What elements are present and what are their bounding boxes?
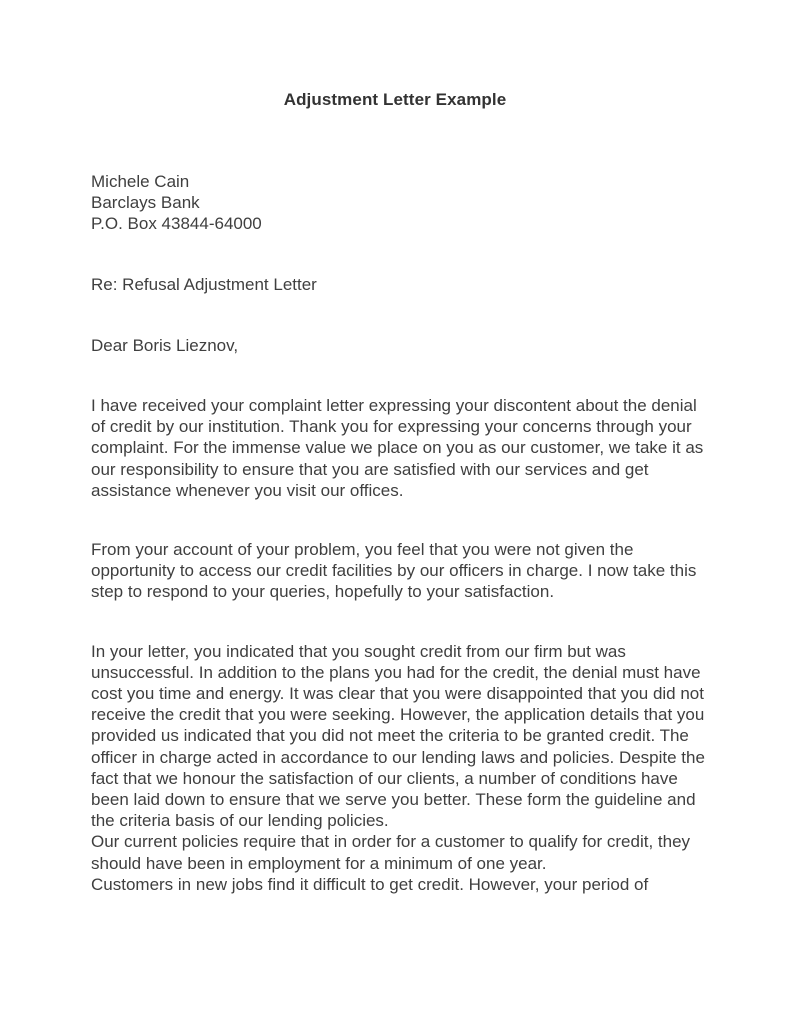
body-paragraph-2: From your account of your problem, you feel that you were not given the opportunity to access our credit facilities by our officers in charge. I now take this step to respond to your queries, hopefully to your satisfaction. xyxy=(91,540,697,602)
subject-line: Re: Refusal Adjustment Letter xyxy=(91,274,317,294)
salutation: Dear Boris Lieznov, xyxy=(91,335,239,355)
letter-body xyxy=(91,171,713,895)
body-paragraph-3: In your letter, you indicated that you sought credit from our firm but was unsuccessful. In addition to the plans you had for the credit, the denial must have cost you time and energy. It was clear that you were disappointed that you did not receive the credit that you were seeking. However, the application details that you provided us indicated that you did not meet the criteria to be granted credit. The officer in charge acted in accordance to our lending laws and policies. Despite the fact that we honour the satisfaction of our clients, a number of conditions have been laid down to ensure that we serve you better. These form the guideline and the criteria basis of our lending policies. xyxy=(91,641,705,831)
recipient-organization: Barclays Bank xyxy=(91,193,200,213)
page-title: Adjustment Letter Example xyxy=(283,90,507,109)
body-paragraph-4: Our current policies require that in order for a customer to qualify for credit, they should have been in employment for a minimum of one year. xyxy=(91,832,691,873)
body-paragraph-1: I have received your complaint letter expressing your discontent about the denial of credit by our institution. Thank you for expressing your concerns through your complaint. For the immense value we place on you as our customer, we take it as our responsibility to ensure that you are satisfied with our services and get assistance whenever you visit our offices. xyxy=(91,396,704,500)
recipient-address: P.O. Box 43844-64000 xyxy=(91,214,262,234)
truncated-last-line: Customers in new jobs find it difficult to get credit. However, your period of xyxy=(91,874,649,894)
recipient-name: Michele Cain xyxy=(91,172,190,191)
recipient-address-block xyxy=(91,171,713,235)
